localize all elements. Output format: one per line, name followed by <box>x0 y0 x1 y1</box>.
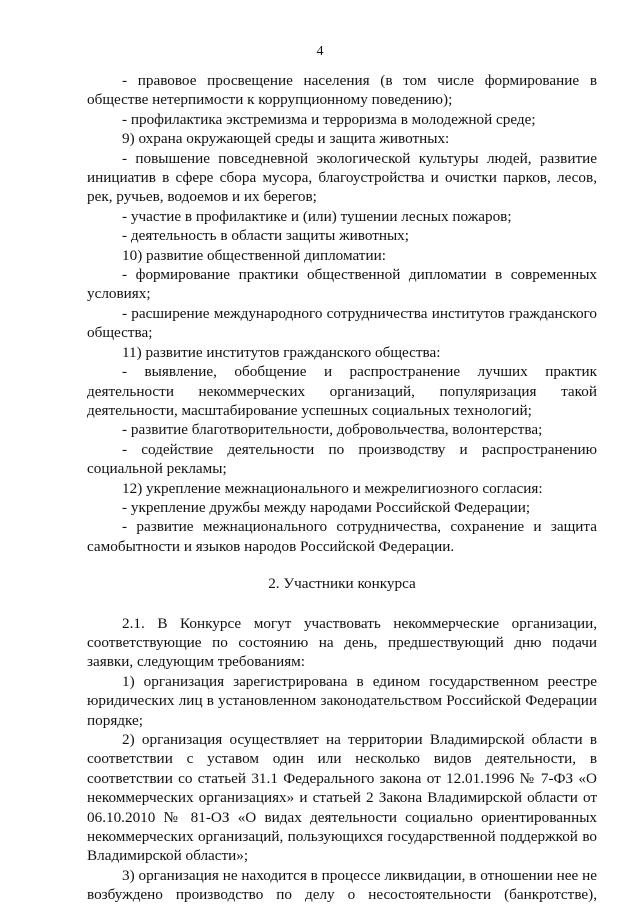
document-body <box>87 71 597 905</box>
paragraph: 11) развитие институтов гражданского общества: <box>122 343 441 361</box>
paragraph: - выявление, обобщение и распространение лучших практик деятельности некоммерческих организаций, популяризация такой деятельности, масштабирование успешных социальных технологий; <box>87 363 597 419</box>
paragraph: 1) организация зарегистрирована в едином государственном реестре юридических лиц в установленном законодательством Российской Федерации порядке; <box>87 672 597 729</box>
paragraph: 3) организация не находится в процессе ликвидации, в отношении нее не возбуждено производство по делу о несостоятельности (банкротстве), <box>87 866 597 904</box>
paragraph: - развитие межнационального сотрудничества, сохранение и защита самобытности и языков народов Российской Федерации. <box>87 518 597 555</box>
paragraph: 2.1. В Конкурсе могут участвовать некоммерческие организации, соответствующие по состоянию на день, предшествующий дню подачи заявки, следующим требованиям: <box>87 614 597 671</box>
paragraph: - повышение повседневной экологической культуры людей, развитие инициатив в сфере сбора мусора, благоустройства и очистки парков, лесов, рек, ручьев, водоемов и их берегов; <box>87 149 597 206</box>
paragraph: - укрепление дружбы между народами Российской Федерации; <box>122 498 531 516</box>
paragraph: - содействие деятельности по производству и распространению социальной рекламы; <box>87 440 597 478</box>
page-number: 4 <box>316 44 324 59</box>
paragraph: 12) укрепление межнационального и межрелигиозного согласия: <box>122 479 543 497</box>
paragraph: - участие в профилактике и (или) тушении лесных пожаров; <box>122 207 512 225</box>
section-heading: 2. Участники конкурса <box>268 575 416 593</box>
paragraph: 9) охрана окружающей среды и защита животных: <box>122 130 450 148</box>
paragraph: - расширение международного сотрудничества институтов гражданского общества; <box>87 304 597 342</box>
paragraph: - профилактика экстремизма и терроризма в молодежной среде; <box>122 110 536 128</box>
paragraph: - формирование практики общественной дипломатии в современных условиях; <box>87 266 597 303</box>
paragraph: 2) организация осуществляет на территории Владимирской области в соответствии с уставом один или несколько видов деятельности, в соответствии со статьей 31.1 Федерального закона от 12.01.1996 № 7-ФЗ «О некоммерческих организациях» и статьей 2 Закона Владимирской области от 06.10.2010 № 81-ОЗ «О видах деятельности социально ориентированных некоммерческих организаций, пользующихся государственной поддержкой во Владимирской области»; <box>87 731 597 865</box>
paragraph: - деятельность в области защиты животных; <box>122 227 409 245</box>
paragraph: - развитие благотворительности, добровольчества, волонтерства; <box>122 421 543 439</box>
paragraph: 10) развитие общественной дипломатии: <box>122 246 386 264</box>
paragraph: - правовое просвещение населения (в том числе формирование в обществе нетерпимости к коррупционному поведению); <box>87 72 597 109</box>
